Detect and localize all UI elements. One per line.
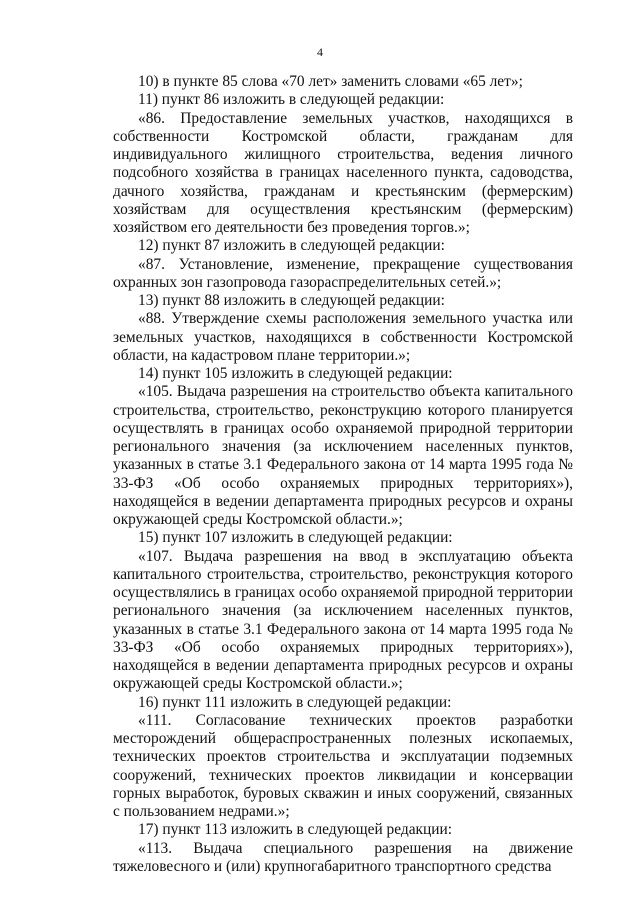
- clause-111-text: «111. Согласование технических проектов разработки месторождений общераспространенных полезных ископаемых, технических проектов строительства и эксплуатации подземных сооружений, технических проектов ликвидации и консервации горных выработок, буровых скважин и иных сооружений, связанных с пользованием недрами.»;: [113, 711, 573, 820]
- amendment-item-12: 12) пункт 87 изложить в следующей редакции:: [138, 237, 445, 255]
- clause-86-text: «86. Предоставление земельных участков, находящихся в собственности Костромской области, гражданам для индивидуального жилищного строительства, ведения личного подсобного хозяйства в границах населенного пункта, садоводства, дачного хозяйства, гражданам и крестьянским (фермерским) хозяйствам для осуществления крестьянским (фермерским) хозяйством его деятельности без проведения торгов.»;: [113, 109, 573, 236]
- amendment-item-10: 10) в пункте 85 слова «70 лет» заменить словами «65 лет»;: [138, 73, 523, 90]
- amendment-item-13: 13) пункт 88 изложить в следующей редакции:: [138, 292, 445, 309]
- page-number: 4: [317, 45, 323, 59]
- amendment-item-17: 17) пункт 113 изложить в следующей редакции:: [138, 821, 453, 839]
- amendment-item-16: 16) пункт 111 изложить в следующей редакции:: [138, 693, 452, 711]
- clause-113-text: «113. Выдача специального разрешения на движение тяжеловесного и (или) крупногабаритного транспортного средства: [113, 839, 573, 875]
- amendment-item-11: 11) пункт 86 изложить в следующей редакции:: [138, 91, 445, 109]
- document-body: [113, 73, 573, 876]
- amendment-item-14: 14) пункт 105 изложить в следующей редакции:: [138, 365, 453, 382]
- clause-87-text: «87. Установление, изменение, прекращение существования охранных зон газопровода газораспределительных сетей.»;: [113, 255, 573, 291]
- clause-107-text: «107. Выдача разрешения на ввод в эксплуатацию объекта капитального строительства, строительство, реконструкция которого осуществлялись в границах особо охраняемой природной территории регионального значения (за исключением населенных пунктов, указанных в статье 3.1 Федерального закона от 14 марта 1995 года № 33-ФЗ «Об особо охраняемых природных территориях»), находящейся в ведении департамента природных ресурсов и охраны окружающей среды Костромской области.»;: [113, 547, 573, 693]
- clause-105-text: «105. Выдача разрешения на строительство объекта капитального строительства, строительство, реконструкцию которого планируется осуществлять в границах особо охраняемой природной территории регионального значения (за исключением населенных пунктов, указанных в статье 3.1 Федерального закона от 14 марта 1995 года № 33-ФЗ «Об особо охраняемых природных территориях»), находящейся в ведении департамента природных ресурсов и охраны окружающей среды Костромской области.»;: [113, 383, 573, 528]
- amendment-item-15: 15) пункт 107 изложить в следующей редакции:: [138, 529, 453, 547]
- clause-88-text: «88. Утверждение схемы расположения земельного участка или земельных участков, находящихся в собственности Костромской области, на кадастровом плане территории.»;: [113, 310, 573, 364]
